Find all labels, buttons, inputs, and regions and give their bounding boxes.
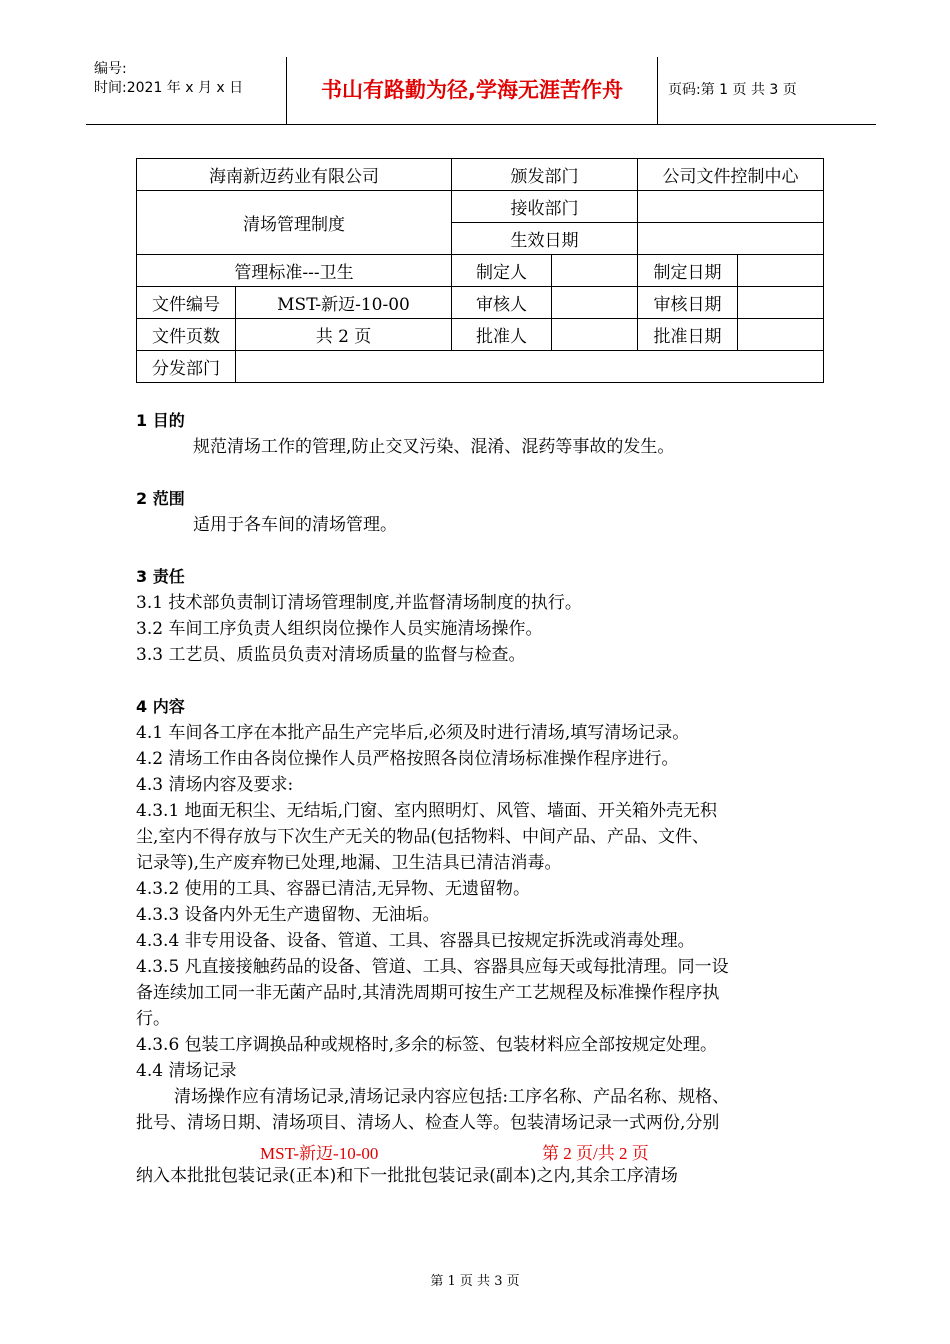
distribution-label: 分发部门 bbox=[137, 351, 236, 383]
paragraph: 4.3.1 地面无积尘、无结垢,门窗、室内照明灯、风管、墙面、开关箱外壳无积 bbox=[136, 801, 718, 821]
paragraph: 规范清场工作的管理,防止交叉污染、混淆、混药等事故的发生。 bbox=[193, 437, 675, 457]
approver-value bbox=[552, 319, 638, 351]
effective-date-label: 生效日期 bbox=[452, 223, 638, 255]
distribution-value bbox=[236, 351, 824, 383]
issue-dept-label: 颁发部门 bbox=[452, 159, 638, 191]
table-row bbox=[137, 287, 824, 319]
category: 管理标准---卫生 bbox=[137, 255, 452, 287]
paragraph: 行。 bbox=[136, 1009, 170, 1029]
paragraph: 4.1 车间各工序在本批产品生产完毕后,必须及时进行清场,填写清场记录。 bbox=[136, 723, 690, 743]
page-header bbox=[86, 57, 876, 125]
section-title: 2 范围 bbox=[136, 489, 185, 508]
paragraph: 4.3.6 包装工序调换品种或规格时,多余的标签、包装材料应全部按规定处理。 bbox=[136, 1035, 718, 1055]
table-row bbox=[137, 351, 824, 383]
reviewer-value bbox=[552, 287, 638, 319]
document-title: 清场管理制度 bbox=[137, 191, 452, 255]
paragraph: 4.3.2 使用的工具、容器已清洁,无异物、无遗留物。 bbox=[136, 879, 531, 899]
continuation-text: 纳入本批批包装记录(正本)和下一批批包装记录(副本)之内,其余工序清场 bbox=[136, 1166, 678, 1186]
paragraph: 4.3 清场内容及要求: bbox=[136, 775, 294, 795]
drafter-value bbox=[552, 255, 638, 287]
draft-date-label: 制定日期 bbox=[638, 255, 738, 287]
receive-dept-label: 接收部门 bbox=[452, 191, 638, 223]
table-row bbox=[137, 255, 824, 287]
table-row bbox=[137, 159, 824, 191]
document-info-table bbox=[136, 158, 824, 383]
table-row bbox=[137, 319, 824, 351]
paragraph: 尘,室内不得存放与下次生产无关的物品(包括物料、中间产品、产品、文件、 bbox=[136, 827, 710, 847]
approver-label: 批准人 bbox=[452, 319, 552, 351]
draft-date-value bbox=[738, 255, 824, 287]
paragraph: 3.2 车间工序负责人组织岗位操作人员实施清场操作。 bbox=[136, 619, 543, 639]
doc-no-value: MST-新迈-10-00 bbox=[236, 287, 452, 319]
header-meta bbox=[94, 60, 243, 98]
reviewer-label: 审核人 bbox=[452, 287, 552, 319]
paragraph: 4.4 清场记录 bbox=[136, 1061, 237, 1081]
paragraph: 备连续加工同一非无菌产品时,其清洗周期可按生产工艺规程及标准操作程序执 bbox=[136, 983, 720, 1003]
paragraph: 4.3.3 设备内外无生产遗留物、无油垢。 bbox=[136, 905, 440, 925]
doc-no-label: 文件编号 bbox=[137, 287, 236, 319]
paragraph: 4.2 清场工作由各岗位操作人员严格按照各岗位清场标准操作程序进行。 bbox=[136, 749, 679, 769]
paragraph: 4.3.5 凡直接接触药品的设备、管道、工具、容器具应每天或每批清理。同一设 bbox=[136, 957, 729, 977]
paragraph: 适用于各车间的清场管理。 bbox=[193, 515, 397, 535]
paragraph: 批号、清场日期、清场项目、清场人、检查人等。包装清场记录一式两份,分别 bbox=[136, 1113, 720, 1133]
section-title: 1 目的 bbox=[136, 411, 185, 430]
drafter-label: 制定人 bbox=[452, 255, 552, 287]
pages-label: 文件页数 bbox=[137, 319, 236, 351]
bottom-page-number: 第 1 页 共 3 页 bbox=[430, 1274, 520, 1289]
table-row bbox=[137, 191, 824, 223]
header-number-label: 编号: bbox=[94, 61, 127, 77]
review-date-label: 审核日期 bbox=[638, 287, 738, 319]
paragraph: 3.3 工艺员、质监员负责对清场质量的监督与检查。 bbox=[136, 645, 526, 665]
section-title: 3 责任 bbox=[136, 567, 185, 586]
header-page-info: 页码:第 1 页 共 3 页 bbox=[668, 82, 797, 98]
approve-date-value bbox=[738, 319, 824, 351]
footer-doc-ref: MST-新迈-10-00 bbox=[260, 1144, 379, 1163]
pages-value: 共 2 页 bbox=[236, 319, 452, 351]
review-date-value bbox=[738, 287, 824, 319]
issue-dept-value: 公司文件控制中心 bbox=[638, 159, 824, 191]
header-time-label: 时间:2021 年 x 月 x 日 bbox=[94, 80, 244, 96]
receive-dept-value bbox=[638, 191, 824, 223]
approve-date-label: 批准日期 bbox=[638, 319, 738, 351]
section-title: 4 内容 bbox=[136, 697, 185, 716]
paragraph: 记录等),生产废弃物已处理,地漏、卫生洁具已清洁消毒。 bbox=[136, 853, 562, 873]
paragraph: 4.3.4 非专用设备、设备、管道、工具、容器具已按规定拆洗或消毒处理。 bbox=[136, 931, 695, 951]
paragraph: 清场操作应有清场记录,清场记录内容应包括:工序名称、产品名称、规格、 bbox=[174, 1087, 730, 1107]
effective-date-value bbox=[638, 223, 824, 255]
paragraph: 3.1 技术部负责制订清场管理制度,并监督清场制度的执行。 bbox=[136, 593, 582, 613]
header-motto: 书山有路勤为径,学海无涯苦作舟 bbox=[286, 57, 658, 124]
document-body bbox=[136, 408, 826, 1136]
company-name: 海南新迈药业有限公司 bbox=[137, 159, 452, 191]
footer-page-ref: 第 2 页/共 2 页 bbox=[542, 1144, 649, 1163]
